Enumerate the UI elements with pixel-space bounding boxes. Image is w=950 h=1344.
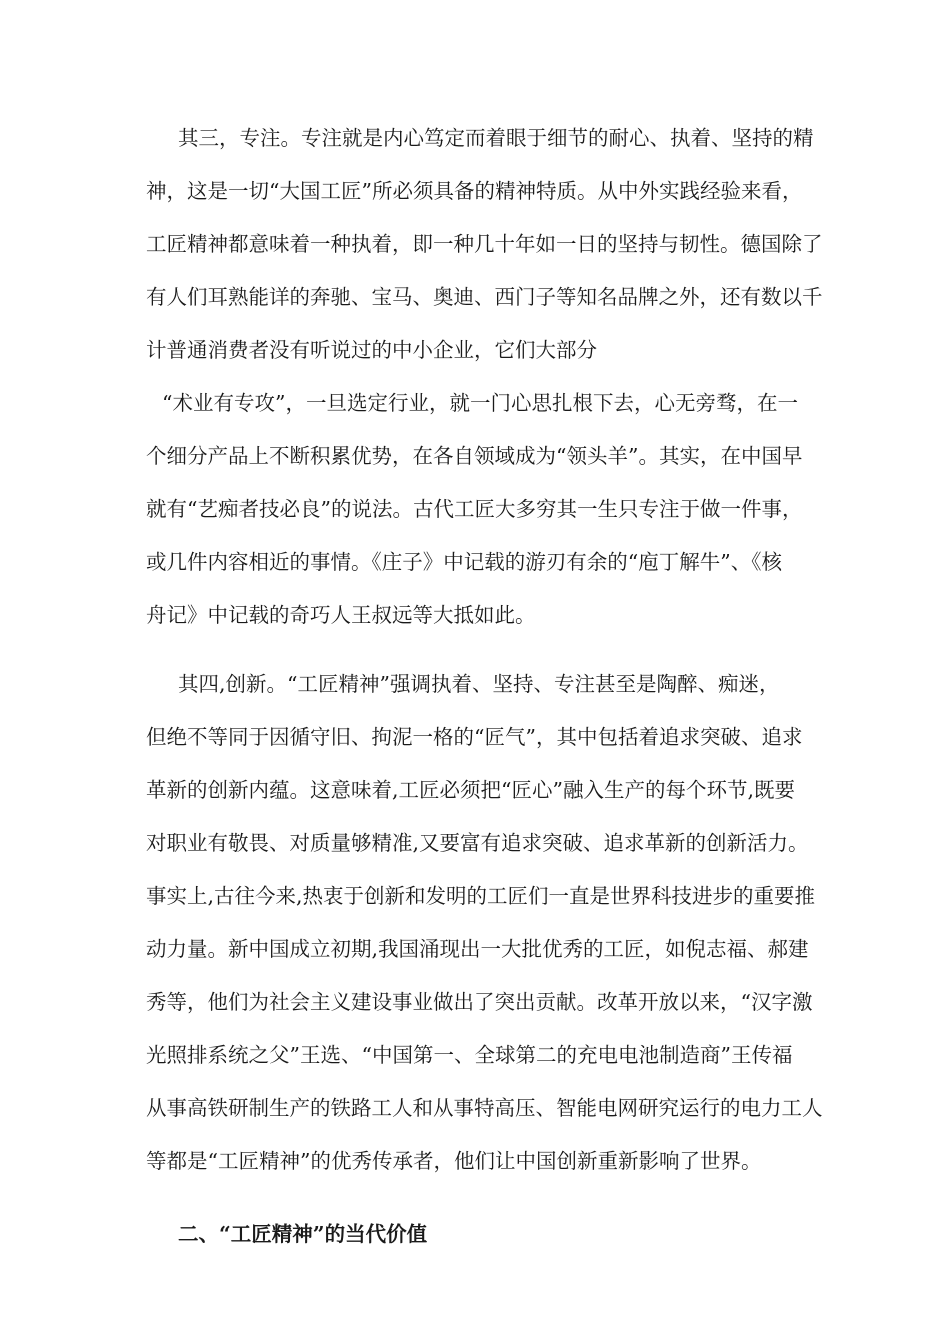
paragraph-4-line-2: 但绝不等同于因循守旧、拘泥一格的“匠气”，其中包括着追求突破、追求: [146, 725, 803, 749]
paragraph-3-line-8: 就有“艺痴者技必良”的说法。古代工匠大多穷其一生只专注于做一件事，: [146, 497, 803, 521]
paragraph-3-line-1: 其三，专注。专注就是内心笃定而着眼于细节的耐心、执着、坚持的精: [178, 126, 814, 150]
paragraph-4-line-4: 对职业有敬畏、对质量够精准,又要富有追求突破、追求革新的创新活力。: [146, 831, 809, 855]
paragraph-3-line-4: 有人们耳熟能详的奔驰、宝马、奥迪、西门子等知名品牌之外，还有数以千: [146, 285, 823, 309]
paragraph-3-line-5: 计普通消费者没有听说过的中小企业，它们大部分: [146, 338, 597, 362]
paragraph-3-line-9: 或几件内容相近的事情。《庄子》中记载的游刃有余的“庖丁解牛”、《核: [146, 550, 782, 574]
paragraph-3-line-6: “术业有专攻”，一旦选定行业，就一门心思扎根下去，心无旁骛，在一: [162, 391, 798, 415]
paragraph-4-line-5: 事实上,古往今来,热衷于创新和发明的工匠们一直是世界科技进步的重要推: [146, 884, 816, 908]
paragraph-3-line-3: 工匠精神都意味着一种执着，即一种几十年如一日的坚持与韧性。德国除了: [146, 232, 823, 256]
paragraph-4-line-7: 秀等，他们为社会主义建设事业做出了突出贡献。改革开放以来，“汉字激: [146, 990, 813, 1014]
paragraph-4-line-9: 从事高铁研制生产的铁路工人和从事特高压、智能电网研究运行的电力工人: [146, 1096, 823, 1120]
paragraph-3-line-2: 神，这是一切“大国工匠”所必须具备的精神特质。从中外实践经验来看，: [146, 179, 803, 203]
paragraph-3-line-7: 个细分产品上不断积累优势，在各自领域成为“领头羊”。其实，在中国早: [146, 444, 803, 468]
paragraph-4-line-1: 其四,创新。“工匠精神”强调执着、坚持、专注甚至是陶醉、痴迷，: [178, 672, 780, 696]
paragraph-4-line-6: 动力量。新中国成立初期,我国涌现出一大批优秀的工匠，如倪志福、郝建: [146, 937, 809, 961]
paragraph-3-line-10: 舟记》中记载的奇巧人王叔远等大抵如此。: [146, 603, 536, 627]
paragraph-4-line-3: 革新的创新内蕴。这意味着,工匠必须把“匠心”融入生产的每个环节,既要: [146, 778, 795, 802]
paragraph-4-line-8: 光照排系统之父”王选、“中国第一、全球第二的充电电池制造商”王传福: [146, 1043, 793, 1067]
section-heading: 二、“工匠精神”的当代价值: [178, 1222, 428, 1246]
paragraph-4-line-10: 等都是“工匠精神”的优秀传承者，他们让中国创新重新影响了世界。: [146, 1149, 762, 1173]
